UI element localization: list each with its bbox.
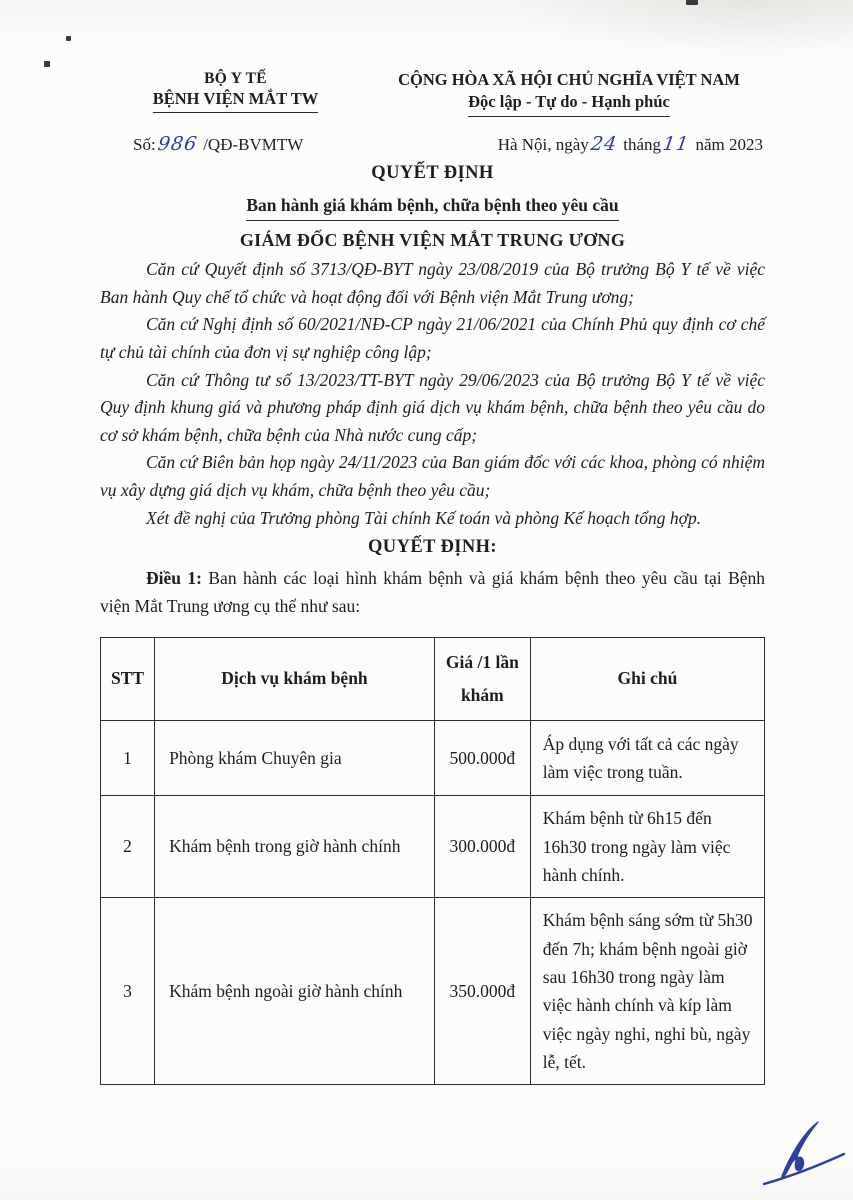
national-motto: Độc lập - Tự do - Hạnh phúc — [468, 92, 670, 117]
issuing-agency-block — [108, 70, 363, 113]
cell-service: Phòng khám Chuyên gia — [155, 721, 435, 796]
price-table — [100, 637, 765, 1086]
table-header-row — [101, 637, 765, 721]
cell-price: 500.000đ — [434, 721, 530, 796]
recital-paragraph: Xét đề nghị của Trưởng phòng Tài chính Kế toán và phòng Kế hoạch tổng hợp. — [146, 507, 702, 528]
title-block — [100, 163, 765, 251]
cell-price: 300.000đ — [434, 796, 530, 898]
scan-shading — [513, 0, 853, 60]
handwritten-day: 24 — [589, 133, 619, 155]
staple-mark — [44, 61, 50, 67]
header-price: Giá /1 lần khám — [434, 637, 530, 721]
cell-note: Khám bệnh sáng sớm từ 5h30 đến 7h; khám bệnh ngoài giờ sau 16h30 trong ngày làm việc hành chính và kíp làm việc ngày nghỉ, nghỉ bù, ngày lễ, tết. — [530, 898, 764, 1085]
recital-paragraph: Căn cứ Biên bản họp ngày 24/11/2023 của Ban giám đốc với các khoa, phòng có nhiệm vụ xây dựng giá dịch vụ khám, chữa bệnh theo yêu cầu; — [100, 452, 765, 501]
country-name: CỘNG HÒA XÃ HỘI CHỦ NGHĨA VIỆT NAM — [398, 70, 740, 89]
decision-heading: QUYẾT ĐỊNH: — [368, 537, 497, 558]
document-subject: Ban hành giá khám bệnh, chữa bệnh theo yêu cầu — [246, 195, 618, 221]
signature-squiggle — [752, 1118, 848, 1196]
date-mid: tháng — [623, 135, 662, 154]
number-date-row — [100, 133, 765, 155]
cell-stt: 1 — [101, 721, 155, 796]
cell-price: 350.000đ — [434, 898, 530, 1085]
article-1-text: Ban hành các loại hình khám bệnh và giá khám bệnh theo yêu cầu tại Bệnh viện Mắt Trung ương cụ thể như sau: — [100, 568, 766, 616]
date-pre: Hà Nội, ngày — [497, 135, 589, 154]
table-row — [101, 898, 765, 1085]
recital-paragraph: Căn cứ Nghị định số 60/2021/NĐ-CP ngày 21/06/2021 của Chính Phủ quy định cơ chế tự chủ tài chính của đơn vị sự nghiệp công lập; — [100, 314, 765, 362]
number-prefix: Số: — [133, 135, 156, 154]
table-row — [101, 796, 765, 898]
place-date-line — [498, 133, 763, 155]
ministry-name: BỘ Y TẾ — [204, 70, 267, 87]
hospital-name: BỆNH VIỆN MẮT TW — [153, 89, 319, 113]
header-stt: STT — [101, 637, 155, 721]
national-motto-block — [373, 70, 765, 117]
cell-note: Áp dụng với tất cả các ngày làm việc trong tuần. — [530, 721, 764, 796]
article-1-label: Điều 1: — [146, 568, 202, 589]
recitals-section — [100, 256, 765, 532]
date-post: năm 2023 — [695, 135, 763, 154]
cell-stt: 3 — [101, 898, 155, 1085]
number-suffix: /QĐ-BVMTW — [203, 135, 304, 154]
header-service: Dịch vụ khám bệnh — [155, 637, 435, 721]
cell-service: Khám bệnh trong giờ hành chính — [155, 796, 435, 898]
cell-note: Khám bệnh từ 6h15 đến 16h30 trong ngày làm việc hành chính. — [530, 796, 764, 898]
cell-stt: 2 — [101, 796, 155, 898]
table-row — [101, 721, 765, 796]
article-1-paragraph — [100, 565, 765, 619]
handwritten-number: 986 — [156, 133, 199, 155]
handwritten-month: 11 — [661, 133, 691, 155]
document-number — [133, 133, 303, 155]
staple-mark — [66, 36, 71, 41]
recital-paragraph: Căn cứ Quyết định số 3713/QĐ-BYT ngày 23/08/2019 của Bộ trưởng Bộ Y tế về việc Ban hành Quy chế tổ chức và hoạt động đối với Bệnh viện Mắt Trung ương; — [100, 259, 765, 307]
scan-smudge — [686, 0, 698, 5]
document-type-title: QUYẾT ĐỊNH — [371, 163, 494, 183]
header-note: Ghi chú — [530, 637, 764, 721]
recital-paragraph: Căn cứ Thông tư số 13/2023/TT-BYT ngày 29/06/2023 của Bộ trưởng Bộ Y tế về việc Quy định khung giá và phương pháp định giá dịch vụ khám bệnh, chữa bệnh theo yêu cầu do cơ sở khám bệnh, chữa bệnh của Nhà nước cung cấp; — [100, 369, 765, 445]
document-header — [100, 70, 765, 117]
issuer-title: GIÁM ĐỐC BỆNH VIỆN MẮT TRUNG ƯƠNG — [239, 230, 626, 250]
cell-service: Khám bệnh ngoài giờ hành chính — [155, 898, 435, 1085]
